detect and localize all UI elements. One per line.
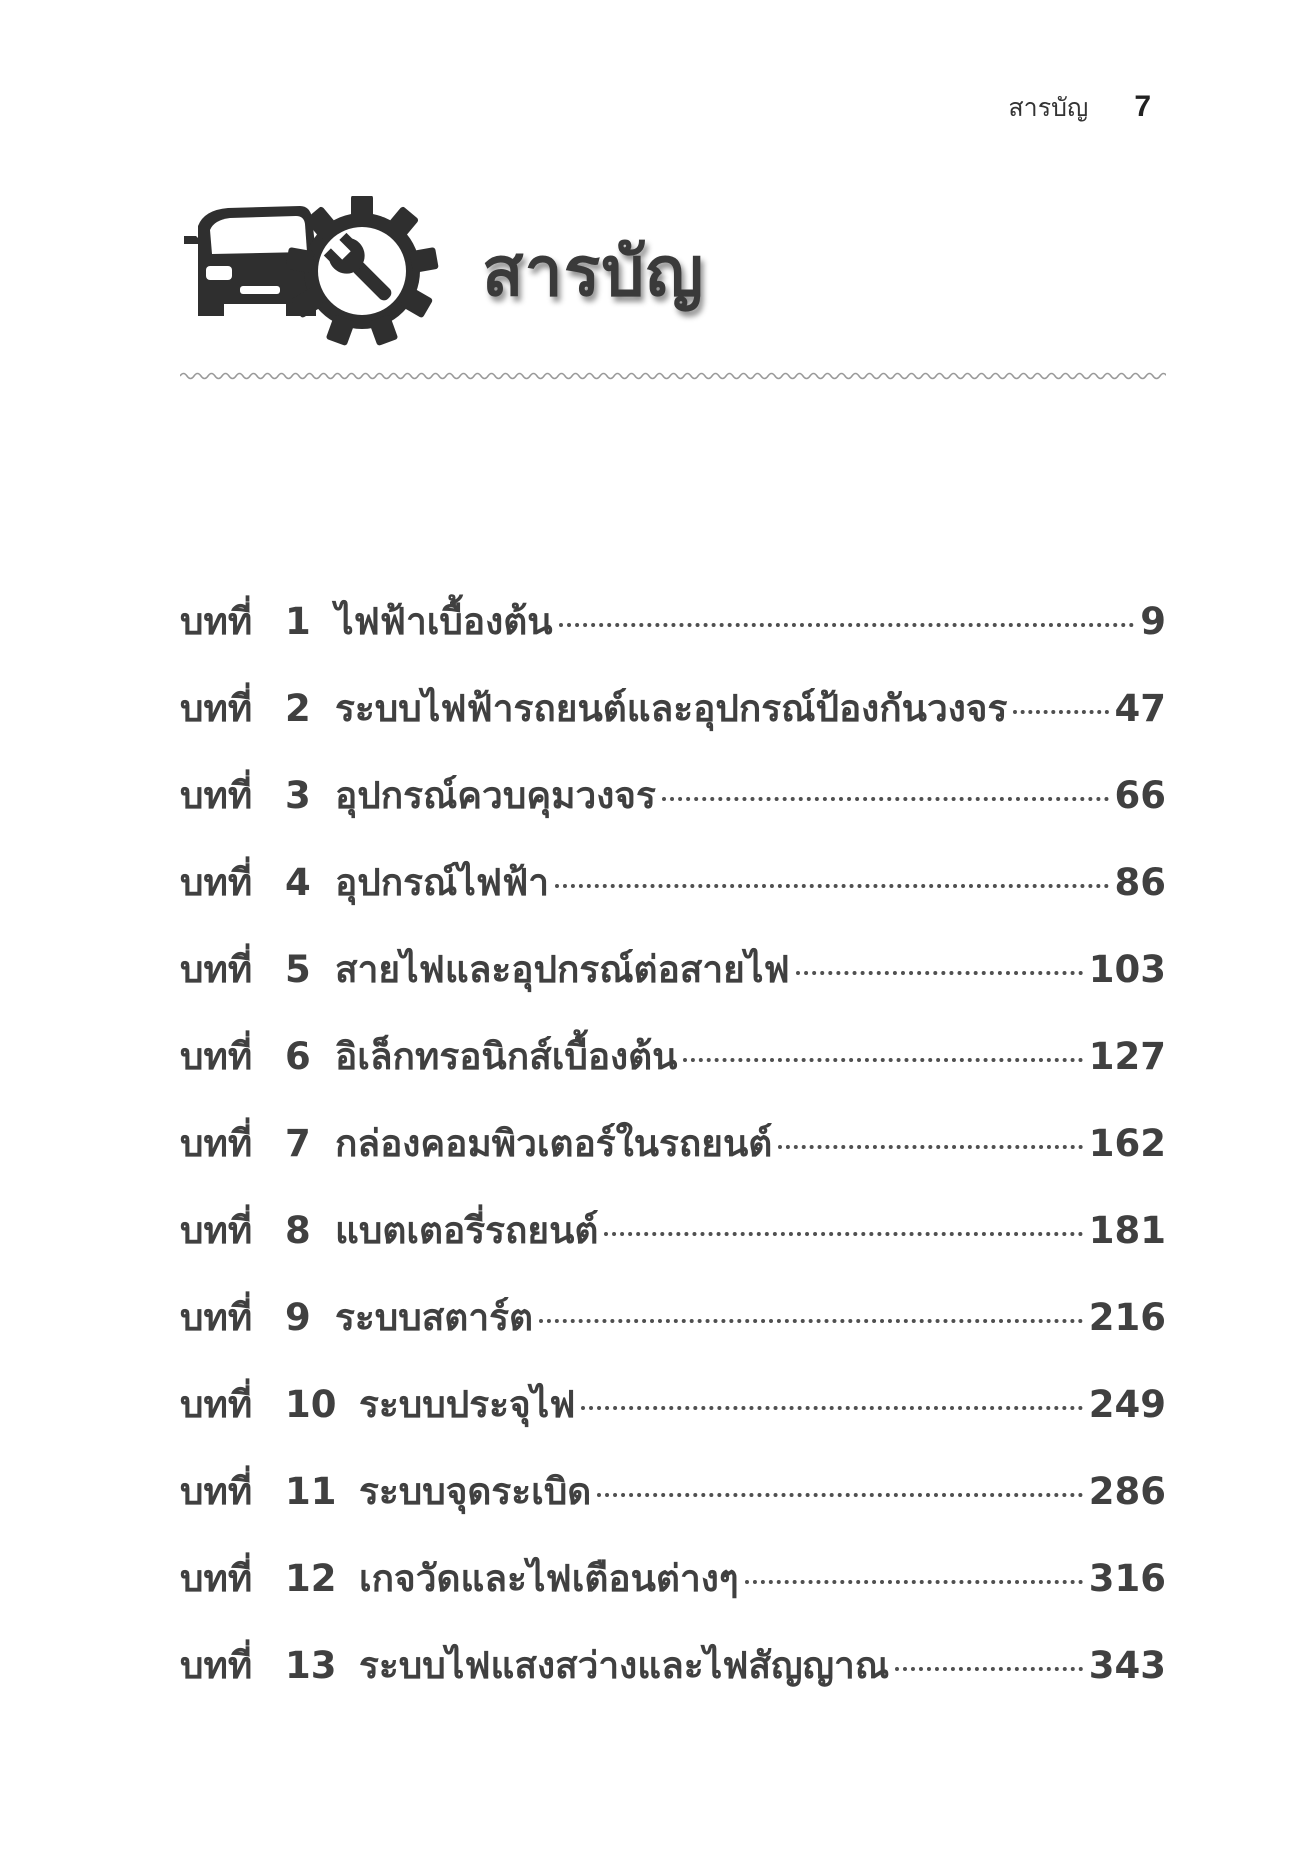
- toc-chapter-number: 3: [285, 774, 311, 817]
- toc-chapter-number: 9: [285, 1296, 311, 1339]
- toc-entry: [180, 1636, 1166, 1723]
- toc-page-number: 103: [1088, 948, 1166, 991]
- toc-page-number: 316: [1088, 1557, 1166, 1600]
- toc-leader-dots: [555, 884, 1108, 888]
- page-title: สารบัญ: [482, 233, 705, 312]
- toc-chapter-number: 13: [285, 1644, 337, 1687]
- toc-chapter-title: ไฟฟ้าเบื้องต้น: [335, 600, 553, 643]
- toc-chapter-label: บทที่: [180, 861, 253, 904]
- toc-chapter-title: ระบบสตาร์ต: [335, 1296, 534, 1339]
- running-header: [1008, 88, 1151, 128]
- toc-chapter-number: 11: [285, 1470, 337, 1513]
- toc-leader-dots: [1013, 710, 1108, 714]
- toc-entry: [180, 1462, 1166, 1549]
- toc-chapter-title: กล่องคอมพิวเตอร์ในรถยนต์: [335, 1122, 773, 1165]
- toc-chapter-label: บทที่: [180, 600, 253, 643]
- toc-chapter-title: ระบบจุดระเบิด: [359, 1470, 592, 1513]
- toc-chapter-label: บทที่: [180, 1644, 253, 1687]
- toc-entry: [180, 592, 1166, 679]
- toc-entry: [180, 766, 1166, 853]
- toc-leader-dots: [796, 971, 1083, 975]
- toc-chapter-number: 4: [285, 861, 311, 904]
- toc-chapter-label: บทที่: [180, 1209, 253, 1252]
- toc-chapter-label: บทที่: [180, 948, 253, 991]
- wavy-divider: [180, 368, 1166, 384]
- toc-chapter-title: อุปกรณ์ไฟฟ้า: [335, 861, 550, 904]
- toc-page-number: 127: [1088, 1035, 1166, 1078]
- toc-entry: [180, 1201, 1166, 1288]
- toc-page-number: 181: [1088, 1209, 1166, 1252]
- toc-leader-dots: [745, 1580, 1083, 1584]
- toc-entry: [180, 1114, 1166, 1201]
- toc-leader-dots: [683, 1058, 1082, 1062]
- toc-chapter-number: 10: [285, 1383, 337, 1426]
- toc-chapter-number: 6: [285, 1035, 311, 1078]
- toc-chapter-title: เกจวัดและไฟเตือนต่างๆ: [359, 1557, 739, 1600]
- table-of-contents: [180, 592, 1166, 1723]
- toc-chapter-number: 7: [285, 1122, 311, 1165]
- toc-chapter-label: บทที่: [180, 1383, 253, 1426]
- toc-chapter-title: อุปกรณ์ควบคุมวงจร: [335, 774, 656, 817]
- toc-chapter-label: บทที่: [180, 1557, 253, 1600]
- toc-entry: [180, 1549, 1166, 1636]
- toc-page-number: 162: [1088, 1122, 1166, 1165]
- toc-entry: [180, 679, 1166, 766]
- toc-entry: [180, 1027, 1166, 1114]
- toc-chapter-number: 2: [285, 687, 311, 730]
- toc-chapter-label: บทที่: [180, 1470, 253, 1513]
- toc-page-number: 343: [1088, 1644, 1166, 1687]
- toc-page-number: 86: [1114, 861, 1166, 904]
- toc-chapter-label: บทที่: [180, 1035, 253, 1078]
- toc-page-number: 9: [1140, 600, 1166, 643]
- toc-chapter-title: ระบบประจุไฟ: [359, 1383, 576, 1426]
- toc-leader-dots: [539, 1319, 1083, 1323]
- toc-entry: [180, 940, 1166, 1027]
- toc-page-number: 249: [1088, 1383, 1166, 1426]
- toc-chapter-label: บทที่: [180, 1122, 253, 1165]
- toc-page-number: 216: [1088, 1296, 1166, 1339]
- toc-leader-dots: [895, 1667, 1083, 1671]
- toc-leader-dots: [559, 623, 1135, 627]
- toc-chapter-label: บทที่: [180, 1296, 253, 1339]
- toc-entry: [180, 853, 1166, 940]
- title-block: [184, 196, 704, 346]
- toc-chapter-title: แบตเตอรี่รถยนต์: [335, 1209, 599, 1252]
- page-number: 7: [1134, 90, 1151, 123]
- toc-leader-dots: [662, 797, 1109, 801]
- toc-leader-dots: [581, 1406, 1082, 1410]
- toc-entry: [180, 1288, 1166, 1375]
- toc-chapter-label: บทที่: [180, 687, 253, 730]
- running-title: สารบัญ: [1008, 93, 1089, 122]
- toc-chapter-number: 12: [285, 1557, 337, 1600]
- toc-leader-dots: [597, 1493, 1082, 1497]
- toc-page-number: 66: [1114, 774, 1166, 817]
- toc-page-number: 286: [1088, 1470, 1166, 1513]
- toc-chapter-title: อิเล็กทรอนิกส์เบื้องต้น: [335, 1035, 678, 1078]
- toc-chapter-number: 8: [285, 1209, 311, 1252]
- toc-chapter-number: 1: [285, 600, 311, 643]
- car-gear-wrench-logo: [184, 196, 442, 346]
- toc-chapter-title: ระบบไฟแสงสว่างและไฟสัญญาณ: [359, 1644, 890, 1687]
- gear-icon: [285, 196, 439, 346]
- toc-chapter-title: สายไฟและอุปกรณ์ต่อสายไฟ: [335, 948, 790, 991]
- toc-page-number: 47: [1114, 687, 1166, 730]
- toc-chapter-title: ระบบไฟฟ้ารถยนต์และอุปกรณ์ป้องกันวงจร: [335, 687, 1008, 730]
- toc-leader-dots: [778, 1145, 1082, 1149]
- toc-chapter-number: 5: [285, 948, 311, 991]
- toc-entry: [180, 1375, 1166, 1462]
- toc-chapter-label: บทที่: [180, 774, 253, 817]
- toc-leader-dots: [604, 1232, 1082, 1236]
